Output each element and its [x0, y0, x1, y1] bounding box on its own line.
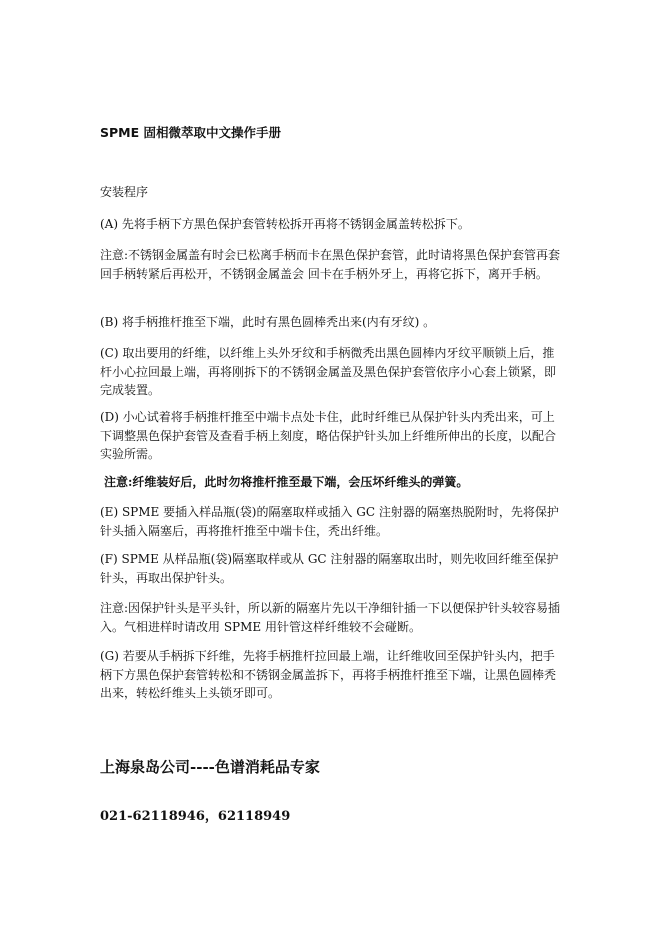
step-a: (A) 先将手柄下方黑色保护套管转松拆开再将不锈钢金属盖转松拆下。 — [100, 217, 470, 231]
section-heading: 安装程序 — [100, 185, 149, 199]
phone-numbers: 021-62118946，62118949 — [100, 809, 291, 824]
note-1: 注意:不锈钢金属盖有时会已松离手柄而卡在黑色保护套管，此时请将黑色保护套管再套回手柄转紧后再松开，不锈钢金属盖会 回卡在手柄外牙上，再将它拆下，离开手柄。 — [100, 248, 561, 281]
note-2: 注意:因保护针头是平头针，所以新的隔塞片先以干净细针插一下以便保护针头较容易插入。气相进样时请改用 SPME 用针管这样纤维较不会碰断。 — [100, 601, 561, 634]
document-title: SPME 固相微萃取中文操作手册 — [100, 125, 281, 140]
step-b: (B) 将手柄推杆推至下端，此时有黑色圆棒秃出来(内有牙纹) 。 — [100, 315, 436, 329]
step-g: (G) 若要从手柄拆下纤维，先将手柄推杆拉回最上端，让纤维收回至保护针头内，把手柄下方黑色保护套管转松和不锈钢金属盖拆下，再将手柄推杆推至下端，让黑色圆棒秃出来，转松纤维头上头锁牙即可。 — [100, 649, 557, 700]
step-e: (E) SPME 要插入样品瓶(袋)的隔塞取样或插入 GC 注射器的隔塞热脱附时，先将保护针头插入隔塞后，再将推杆推至中端卡住，秃出纤维。 — [100, 505, 559, 538]
step-f: (F) SPME 从样品瓶(袋)隔塞取样或从 GC 注射器的隔塞取出时，则先收回纤维至保护针头，再取出保护针头。 — [100, 552, 559, 585]
step-c: (C) 取出要用的纤维，以纤维上头外牙纹和手柄微秃出黑色圆棒内牙纹平顺锁上后，推杆小心拉回最上端，再将刚拆下的不锈钢金属盖及黑色保护套管依序小心套上锁紧，即完成装置。 — [100, 346, 557, 397]
company-name: 上海泉岛公司----色谱消耗品专家 — [100, 758, 320, 776]
step-d: (D) 小心试着将手柄推杆推至中端卡点处卡住，此时纤维已从保护针头内秃出来，可上下调整黑色保护套管及查看手柄上刻度，略估保护针头加上纤维所伸出的长度，以配合实验所需。 — [100, 410, 557, 461]
warning-note: 注意:纤维装好后，此时勿将推杆推至最下端，会压坏纤维头的弹簧。 — [104, 475, 469, 489]
